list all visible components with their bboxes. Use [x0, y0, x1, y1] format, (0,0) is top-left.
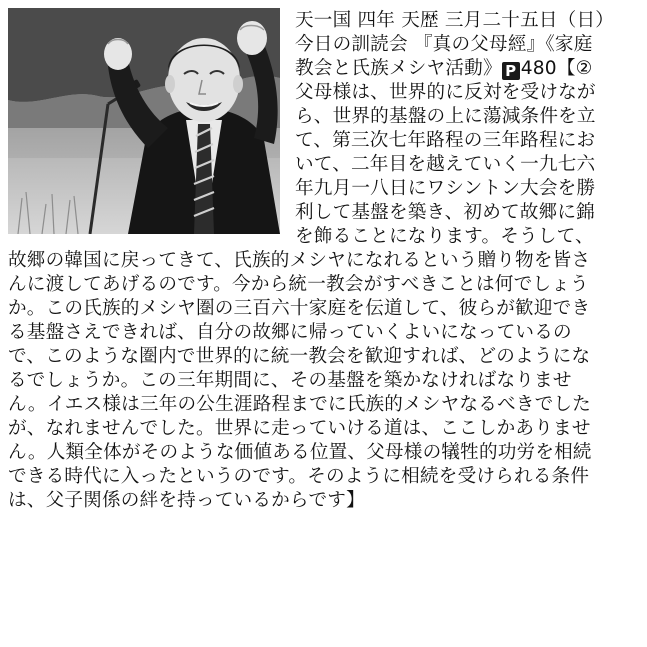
body-line: いて、二年目を越えていく一九七六: [295, 154, 596, 175]
body-line: ん。イエス様は三年の公生涯路程までに氏族的メシヤなるべきでした: [8, 394, 591, 415]
body-line: ん。人類全体がそのような価値ある位置、父母様の犠牲的功労を相続: [8, 442, 592, 463]
body-line: 年九月一八日にワシントン大会を勝: [295, 178, 596, 199]
header-chapter-text: 教会と氏族メシヤ活動》: [295, 58, 502, 79]
header-line-title: 今日の訓読会 『真の父母經』《家庭: [295, 34, 593, 55]
body-line: が、なれませんでした。世界に走っていける道は、ここしかありませ: [8, 418, 591, 439]
body-line: は、父子関係の絆を持っているからです】: [8, 490, 365, 511]
body-line: 故郷の韓国に戻ってきて、氏族的メシヤになれるという贈り物を皆さ: [8, 250, 591, 271]
body-line: るでしょうか。この三年期間に、その基盤を築かなければなりませ: [8, 370, 572, 391]
body-line: んに渡してあげるのです。今から統一教会がすべきことは何でしょう: [8, 274, 589, 295]
body-line: る基盤さえできれば、自分の故郷に帰っていくよいになっているの: [8, 322, 572, 343]
header-line-date: 天一国 四年 天歴 三月二十五日（日）: [295, 10, 615, 31]
body-line: 利して基盤を築き、初めて故郷に錦: [295, 202, 595, 223]
body-line: を飾ることになります。そうして、: [295, 226, 594, 247]
page-p-icon: P: [502, 62, 520, 80]
header-line-chapter: [295, 58, 593, 80]
body-line: ら、世界的基盤の上に蕩減条件を立: [295, 106, 596, 127]
body-line: 父母様は、世界的に反対を受けなが: [295, 82, 596, 103]
body-line: で、このような圏内で世界的に統一教会を歓迎すれば、どのようにな: [8, 346, 591, 367]
body-line: できる時代に入ったというのです。そのように相続を受けられる条件: [8, 466, 590, 487]
body-line: て、第三次七年路程の三年路程にお: [295, 130, 596, 151]
body-line: か。この氏族的メシヤ圏の三百六十家庭を伝道して、彼らが歓迎でき: [8, 298, 591, 319]
speaker-photo: [8, 8, 280, 234]
header-page-ref: 480【②: [520, 58, 593, 79]
